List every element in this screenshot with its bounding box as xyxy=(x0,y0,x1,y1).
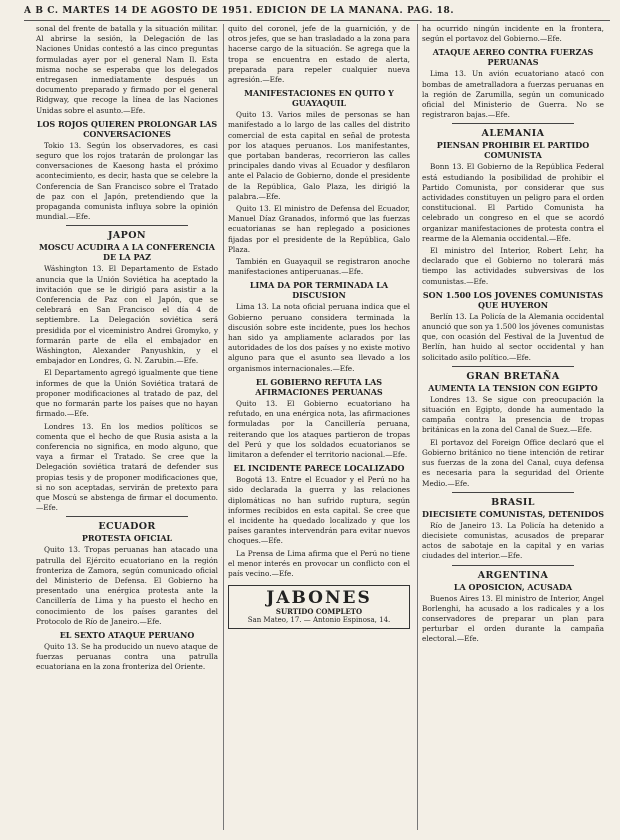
separator xyxy=(452,565,574,566)
ad-title: JABONES xyxy=(266,588,372,609)
headline: LA OPOSICION, ACUSADA xyxy=(453,581,573,592)
article-text: Buenos Aires 13. El ministro de Interior, Angel Borlenghi, ha acusado a los radicales y a los conservadores de preparar un plan para perturbar el orden durante la campaña electoral.—Efe. xyxy=(422,593,604,644)
headline: EL INCIDENTE PARECE LOCALIZADO xyxy=(233,463,405,474)
article-text: Lima 13. Un avión ecuatoriano atacó con bombas de ametralladora a fuerzas peruanas en la región de Zarumilla, según un comunicado oficial del Ministerio de Guerra. No se registraron bajas.—Efe. xyxy=(422,69,604,120)
section-heading: JAPON xyxy=(108,230,146,242)
section-heading: BRASIL xyxy=(491,496,535,508)
headline: MOSCU ACUDIRA A LA CONFERENCIA DE LA PAZ xyxy=(38,242,215,263)
article-text: Londres 13. Se sigue con preocupación la situación en Egipto, donde ha aumentado la campaña contra la presencia de tropas británicas en la zona del Canal de Suez.—Efe. xyxy=(422,394,604,435)
article-text: Quito 13. Se ha producido un nuevo ataque de fuerzas peruanas contra una patrulla ecuatoriana en la zona fronteriza del Oriente. xyxy=(36,641,218,672)
headline: EL SEXTO ATAQUE PERUANO xyxy=(59,629,195,640)
column-1 xyxy=(36,24,218,834)
ad-address: San Mateo, 17. — Antonio Espinosa, 14. xyxy=(247,616,391,625)
column-rule xyxy=(417,24,418,830)
soap-advertisement xyxy=(228,585,410,629)
headline: AUMENTA LA TENSION CON EGIPTO xyxy=(428,382,598,393)
page-header: A B C. MARTES 14 DE AGOSTO DE 1951. EDICION DE LA MAÑANA. PAG. 18. xyxy=(24,6,610,21)
separator xyxy=(66,516,188,517)
section-heading: ARGENTINA xyxy=(477,569,549,581)
separator xyxy=(66,225,188,226)
headline: LOS ROJOS QUIEREN PROLONGAR LAS CONVERSACIONES xyxy=(36,118,218,139)
section-heading: GRAN BRETAÑA xyxy=(466,370,560,382)
article-text: Londres 13. En los medios políticos se comenta que el hecho de que Rusia asista a la conferencia no significa, en modo alguno, que vaya a firmar el Tratado. Se cree que la Delegación soviética tratará de defender sus propias tesis y de proponer modificaciones que, si no son aceptadas, servirán de pretexto para que Moscú se abstenga de firmar el documento.—Efe. xyxy=(36,421,218,513)
article-text: Quito 13. Tropas peruanas han atacado una patrulla del Ejército ecuatoriano en la región fronteriza de Zamora, según comunicado oficial del Ministerio de Defensa. El Gobierno ha presentado una enérgica protesta ante la Cancillería de Lima y ha puesto el hecho en conocimiento de los países garantes del Protocolo de Río de Janeiro.—Efe. xyxy=(36,545,218,626)
article-text: Berlín 13. La Policía de la Alemania occidental anunció que son ya 1.500 los jóvenes comunistas que, con ocasión del Festival de la Juventud de Berlín, han huido al sector occidental y han solicitado asilo político.—Efe. xyxy=(422,311,604,362)
article-text: El ministro del Interior, Robert Lehr, ha declarado que el Gobierno no tolerará más tiempo las actividades subversivas de los comunistas.—Efe. xyxy=(422,246,604,286)
article-text: quito del coronel, jefe de la guarnición, y de otros jefes, que se han trasladado a la zona para hacerse cargo de la situación. Se agrega que la tropa se encuentra en estado de alerta, preparada para repeler cualquier nueva agresión.—Efe. xyxy=(228,24,410,85)
separator xyxy=(452,366,574,367)
headline: DIECISIETE COMUNISTAS, DETENIDOS xyxy=(422,508,604,519)
column-rule xyxy=(223,24,224,830)
article-text: Tokio 13. Según los observadores, es casi seguro que los rojos tratarán de prolongar las conversaciones de Kaesong hasta el próximo acontecimiento, es decir, hasta que se celebre la Conferencia de San Francisco sobre el Tratado de paz con el Japón, pretendiendo que la propaganda comunista influya sobre la opinión mundial.—Efe. xyxy=(36,140,218,222)
column-3 xyxy=(422,24,604,834)
article-text: Quito 13. El Gobierno ecuatoriano ha refutado, en una enérgica nota, las afirmaciones formuladas por la Cancillería peruana, reiterando que los ataques partieron de tropas del Perú y que los soldados ecuatorianos se limitaron a defender el territorio nacional.—Efe. xyxy=(228,398,410,459)
article-text: Wáshington 13. El Departamento de Estado anuncia que la Unión Soviética ha aceptado la invitación que se le dirigió para asistir a la Conferencia de Paz con el Japón, que se celebrará en San Francisco el día 4 de septiembre. La Delegación soviética será presidida por el viceministro Andrei Gromyko, y formarán parte de ella el embajador en Wáshington, Alexander Panyushkin, y el embajador en Londres, G. N. Zarubin.—Efe. xyxy=(36,264,218,366)
article-text: Río de Janeiro 13. La Policía ha detenido a diecisiete comunistas, acusados de preparar actos de sabotaje en la capital y en varias ciudades del interior.—Efe. xyxy=(422,520,604,561)
headline: PIENSAN PROHIBIR EL PARTIDO COMUNISTA xyxy=(436,140,590,161)
article-text: Bogotá 13. Entre el Ecuador y el Perú no ha sido declarada la guerra y las relaciones diplomáticas no han sufrido ruptura, según informes recibidos en esta capital. Se cree que el incidente ha quedado localizado y que los países garantes intervendrán para evitar nuevos choques.—Efe. xyxy=(228,475,410,546)
article-text: También en Guayaquil se registraron anoche manifestaciones antiperuanas.—Efe. xyxy=(228,257,410,277)
article-text: La Prensa de Lima afirma que el Perú no tiene el menor interés en provocar un conflicto con el país vecino.—Efe. xyxy=(228,548,410,578)
section-heading: ALEMANIA xyxy=(481,128,545,140)
column-2 xyxy=(228,24,410,834)
separator xyxy=(452,492,574,493)
article-text: Bonn 13. El Gobierno de la República Federal está estudiando la posibilidad de prohibir el Partido Comunista, por considerar que sus actividades constituyen un peligro para el orden constitucional. El Partido Comunista ha celebrado un congreso en el que se acordó organizar manifestaciones de protesta contra el rearme de la Alemania occidental.—Efe. xyxy=(422,162,604,243)
headline: PROTESTA OFICIAL xyxy=(81,533,173,544)
article-text: El portavoz del Foreign Office declaró que el Gobierno británico no tiene intención de retirar sus fuerzas de la zona del Canal, cuya defensa es necesaria para la seguridad del Oriente Medio.—Efe. xyxy=(422,437,604,488)
article-text: El Departamento agregó igualmente que tiene informes de que la Unión Soviética tratará de proponer modificaciones al tratado de paz, del que no formarán parte los países que no hayan firmado.—Efe. xyxy=(36,368,218,419)
article-text: sonal del frente de batalla y la situación militar. Al abrirse la sesión, la Delegación de las Naciones Unidas contestó a las cinco preguntas formuladas ayer por el general Nam Il. Esta misma noche se esperaba que los delegados entregasen inmediatamente después un documento preparado y firmado por el general Ridgway, que recoge la línea de las Naciones Unidas sobre el asunto.—Efe. xyxy=(36,24,218,115)
headline: SON 1.500 LOS JOVENES COMUNISTAS QUE HUYERON xyxy=(422,289,604,310)
article-text: Lima 13. La nota oficial peruana indica que el Gobierno peruano considera terminada la discusión sobre este incidente, pues los hechos han sido ya ampliamente aclarados por las autoridades de los dos países y no existe motivo alguno para que el asunto sea llevado a los organismos internacionales.—Efe. xyxy=(228,302,410,373)
headline: EL GOBIERNO REFUTA LAS AFIRMACIONES PERUANAS xyxy=(255,376,383,397)
article-text: ha ocurrido ningún incidente en la frontera, según el portavoz del Gobierno.—Efe. xyxy=(422,24,604,44)
article-text: Quito 13. Varios miles de personas se han manifestado a lo largo de las calles del distrito comercial de esta capital en señal de protesta por los ataques peruanos. Los manifestantes, que portaban banderas, recorrieron las calles principales dando vivas al Ecuador y desfilaron ante el Palacio de Gobierno, donde el presidente de la República, Galo Plaza, les dirigió la palabra.—Efe. xyxy=(228,110,410,201)
section-heading: ECUADOR xyxy=(98,521,156,533)
headline: MANIFESTACIONES EN QUITO Y GUAYAQUIL xyxy=(244,88,394,109)
ad-subtitle: SURTIDO COMPLETO xyxy=(275,607,363,617)
separator xyxy=(452,123,574,124)
article-text: Quito 13. El ministro de Defensa del Ecuador, Manuel Díaz Granados, informó que las fuerzas ecuatorianas se han replegado a posiciones fijadas por el presidente de la República, Galo Plaza. xyxy=(228,204,410,254)
headline: LIMA DA POR TERMINADA LA DISCUSION xyxy=(249,280,389,301)
headline: ATAQUE AEREO CONTRA FUERZAS PERUANAS xyxy=(432,47,594,68)
